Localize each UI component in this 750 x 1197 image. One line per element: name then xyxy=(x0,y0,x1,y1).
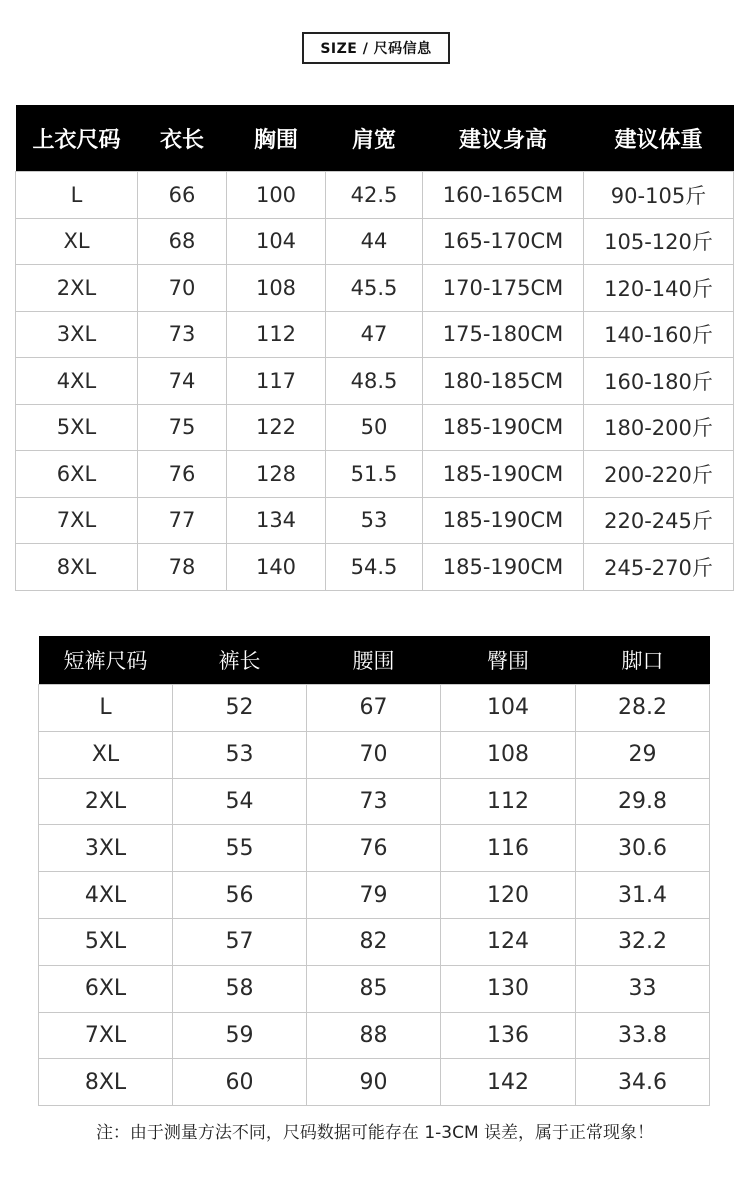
table-row xyxy=(39,1059,710,1106)
size-title: SIZE / 尺码信息 xyxy=(302,32,450,64)
size-cell: 3XL xyxy=(16,311,138,358)
weight-cell: 160-180斤 xyxy=(584,358,734,405)
header-height: 建议身高 xyxy=(423,105,584,172)
height-cell: 175-180CM xyxy=(423,311,584,358)
header-pants-length: 裤长 xyxy=(173,636,307,685)
shoulder-cell: 53 xyxy=(326,497,423,544)
waist-cell: 67 xyxy=(307,685,441,732)
length-cell: 68 xyxy=(138,218,227,265)
hip-cell: 124 xyxy=(441,918,576,965)
height-cell: 180-185CM xyxy=(423,358,584,405)
waist-cell: 90 xyxy=(307,1059,441,1106)
shorts-size-table xyxy=(38,636,710,1106)
pants-length-cell: 56 xyxy=(173,872,307,919)
length-cell: 77 xyxy=(138,497,227,544)
size-cell: L xyxy=(39,685,173,732)
chest-cell: 104 xyxy=(227,218,326,265)
chest-cell: 122 xyxy=(227,404,326,451)
table-row xyxy=(39,918,710,965)
chest-cell: 117 xyxy=(227,358,326,405)
header-chest: 胸围 xyxy=(227,105,326,172)
chest-cell: 112 xyxy=(227,311,326,358)
length-cell: 73 xyxy=(138,311,227,358)
pants-length-cell: 58 xyxy=(173,965,307,1012)
length-cell: 74 xyxy=(138,358,227,405)
table-row xyxy=(16,544,734,591)
size-cell: 4XL xyxy=(16,358,138,405)
table-row xyxy=(16,451,734,498)
table-row xyxy=(39,685,710,732)
table-header-row xyxy=(39,636,710,685)
height-cell: 185-190CM xyxy=(423,497,584,544)
weight-cell: 90-105斤 xyxy=(584,172,734,219)
height-cell: 185-190CM xyxy=(423,451,584,498)
length-cell: 66 xyxy=(138,172,227,219)
height-cell: 185-190CM xyxy=(423,544,584,591)
pants-length-cell: 52 xyxy=(173,685,307,732)
leg-opening-cell: 32.2 xyxy=(576,918,710,965)
leg-opening-cell: 29 xyxy=(576,731,710,778)
weight-cell: 140-160斤 xyxy=(584,311,734,358)
chest-cell: 108 xyxy=(227,265,326,312)
size-cell: 6XL xyxy=(16,451,138,498)
pants-length-cell: 55 xyxy=(173,825,307,872)
pants-length-cell: 60 xyxy=(173,1059,307,1106)
header-top-size: 上衣尺码 xyxy=(16,105,138,172)
weight-cell: 200-220斤 xyxy=(584,451,734,498)
hip-cell: 112 xyxy=(441,778,576,825)
hip-cell: 120 xyxy=(441,872,576,919)
leg-opening-cell: 30.6 xyxy=(576,825,710,872)
size-cell: 4XL xyxy=(39,872,173,919)
chest-cell: 140 xyxy=(227,544,326,591)
weight-cell: 180-200斤 xyxy=(584,404,734,451)
length-cell: 76 xyxy=(138,451,227,498)
table-row xyxy=(16,265,734,312)
pants-length-cell: 54 xyxy=(173,778,307,825)
size-cell: 2XL xyxy=(16,265,138,312)
height-cell: 170-175CM xyxy=(423,265,584,312)
table-row xyxy=(39,965,710,1012)
height-cell: 165-170CM xyxy=(423,218,584,265)
waist-cell: 79 xyxy=(307,872,441,919)
leg-opening-cell: 33 xyxy=(576,965,710,1012)
leg-opening-cell: 34.6 xyxy=(576,1059,710,1106)
hip-cell: 108 xyxy=(441,731,576,778)
shoulder-cell: 42.5 xyxy=(326,172,423,219)
hip-cell: 130 xyxy=(441,965,576,1012)
table-row xyxy=(16,497,734,544)
size-cell: XL xyxy=(16,218,138,265)
waist-cell: 88 xyxy=(307,1012,441,1059)
weight-cell: 120-140斤 xyxy=(584,265,734,312)
leg-opening-cell: 33.8 xyxy=(576,1012,710,1059)
pants-length-cell: 57 xyxy=(173,918,307,965)
size-cell: 5XL xyxy=(16,404,138,451)
shoulder-cell: 51.5 xyxy=(326,451,423,498)
table-row xyxy=(16,311,734,358)
leg-opening-cell: 29.8 xyxy=(576,778,710,825)
table-row xyxy=(39,825,710,872)
leg-opening-cell: 28.2 xyxy=(576,685,710,732)
chest-cell: 134 xyxy=(227,497,326,544)
header-waist: 腰围 xyxy=(307,636,441,685)
table-header-row xyxy=(16,105,734,172)
header-shoulder: 肩宽 xyxy=(326,105,423,172)
table-row xyxy=(39,778,710,825)
header-hip: 臀围 xyxy=(441,636,576,685)
weight-cell: 245-270斤 xyxy=(584,544,734,591)
size-cell: 3XL xyxy=(39,825,173,872)
hip-cell: 142 xyxy=(441,1059,576,1106)
header-length: 衣长 xyxy=(138,105,227,172)
shoulder-cell: 47 xyxy=(326,311,423,358)
length-cell: 75 xyxy=(138,404,227,451)
waist-cell: 82 xyxy=(307,918,441,965)
waist-cell: 73 xyxy=(307,778,441,825)
table-row xyxy=(16,172,734,219)
size-cell: XL xyxy=(39,731,173,778)
height-cell: 185-190CM xyxy=(423,404,584,451)
size-cell: L xyxy=(16,172,138,219)
header-weight: 建议体重 xyxy=(584,105,734,172)
top-size-table xyxy=(15,105,734,591)
size-cell: 2XL xyxy=(39,778,173,825)
table-row xyxy=(39,1012,710,1059)
table-row xyxy=(16,404,734,451)
pants-length-cell: 53 xyxy=(173,731,307,778)
table-row xyxy=(16,218,734,265)
waist-cell: 76 xyxy=(307,825,441,872)
header-shorts-size: 短裤尺码 xyxy=(39,636,173,685)
hip-cell: 104 xyxy=(441,685,576,732)
shoulder-cell: 45.5 xyxy=(326,265,423,312)
length-cell: 70 xyxy=(138,265,227,312)
weight-cell: 220-245斤 xyxy=(584,497,734,544)
measurement-note: 注：由于测量方法不同，尺码数据可能存在 1-3CM 误差，属于正常现象！ xyxy=(95,1123,655,1143)
shoulder-cell: 44 xyxy=(326,218,423,265)
table-row xyxy=(39,872,710,919)
shoulder-cell: 50 xyxy=(326,404,423,451)
leg-opening-cell: 31.4 xyxy=(576,872,710,919)
size-cell: 8XL xyxy=(16,544,138,591)
size-cell: 6XL xyxy=(39,965,173,1012)
size-cell: 7XL xyxy=(39,1012,173,1059)
waist-cell: 85 xyxy=(307,965,441,1012)
table-row xyxy=(39,731,710,778)
shoulder-cell: 48.5 xyxy=(326,358,423,405)
hip-cell: 116 xyxy=(441,825,576,872)
height-cell: 160-165CM xyxy=(423,172,584,219)
size-cell: 7XL xyxy=(16,497,138,544)
table-row xyxy=(16,358,734,405)
weight-cell: 105-120斤 xyxy=(584,218,734,265)
pants-length-cell: 59 xyxy=(173,1012,307,1059)
waist-cell: 70 xyxy=(307,731,441,778)
header-leg-opening: 脚口 xyxy=(576,636,710,685)
size-cell: 8XL xyxy=(39,1059,173,1106)
chest-cell: 128 xyxy=(227,451,326,498)
length-cell: 78 xyxy=(138,544,227,591)
shoulder-cell: 54.5 xyxy=(326,544,423,591)
hip-cell: 136 xyxy=(441,1012,576,1059)
chest-cell: 100 xyxy=(227,172,326,219)
size-cell: 5XL xyxy=(39,918,173,965)
